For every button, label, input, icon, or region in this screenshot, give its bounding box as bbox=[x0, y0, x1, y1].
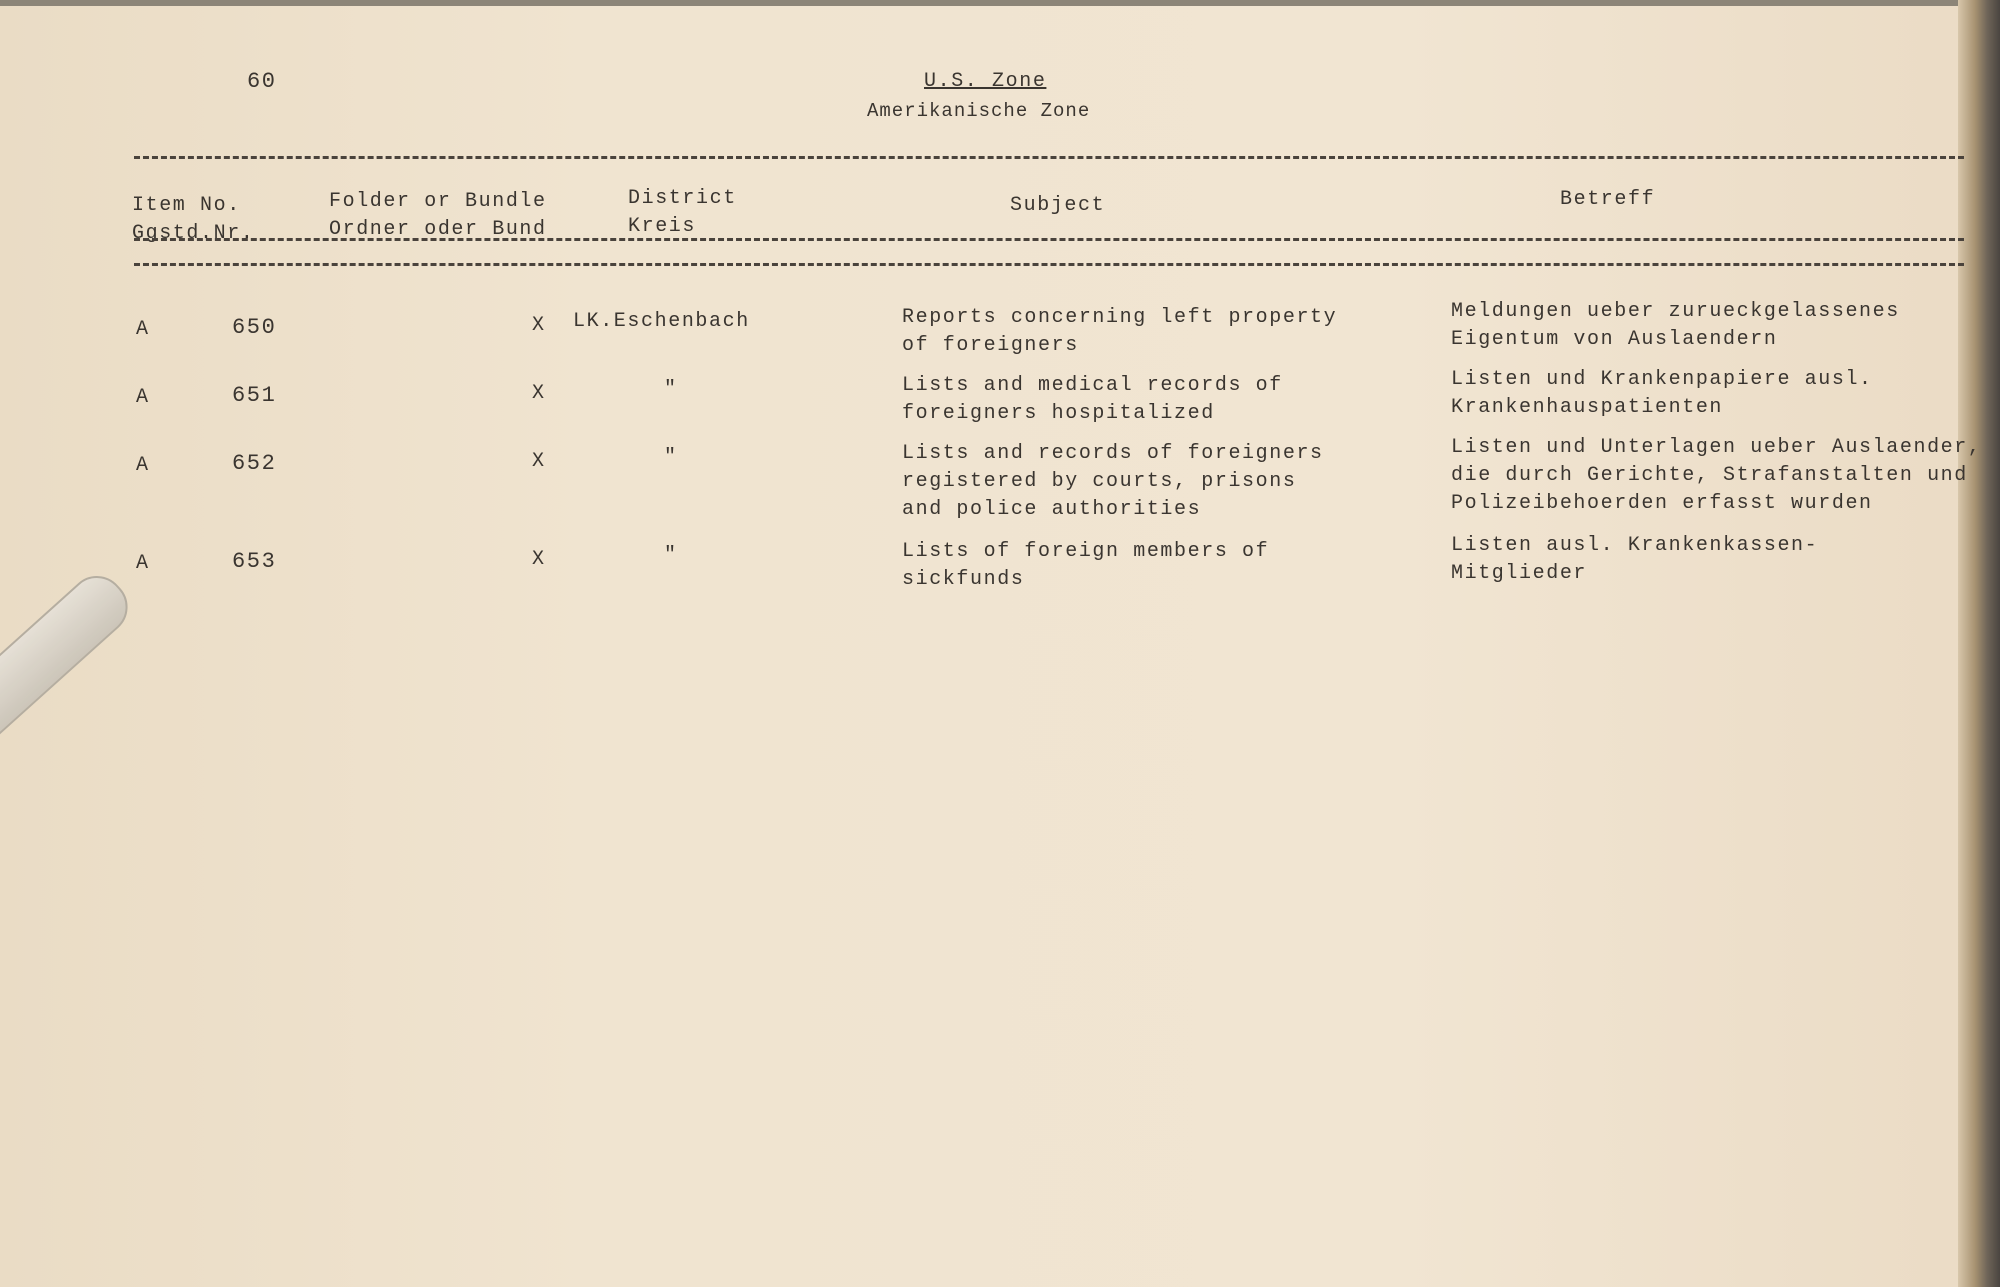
item-number: 651 bbox=[232, 383, 277, 408]
betreff-line: Mitglieder bbox=[1451, 562, 1588, 585]
divider bbox=[134, 238, 1964, 241]
item-letter: A bbox=[136, 552, 150, 575]
folder-mark: X bbox=[532, 548, 546, 571]
page-title: U.S. Zone bbox=[924, 70, 1047, 93]
subject-line: foreigners hospitalized bbox=[902, 402, 1215, 425]
folder-mark: X bbox=[532, 450, 546, 473]
folder-mark: X bbox=[532, 382, 546, 405]
page-number: 60 bbox=[247, 69, 277, 94]
header-district-en: District bbox=[628, 187, 737, 210]
betreff-line: Krankenhauspatienten bbox=[1451, 396, 1724, 419]
item-letter: A bbox=[136, 454, 150, 477]
betreff-line: Eigentum von Auslaendern bbox=[1451, 328, 1778, 351]
header-folder bbox=[329, 188, 547, 244]
item-number: 653 bbox=[232, 549, 277, 574]
header-district-de: Kreis bbox=[628, 215, 697, 238]
item-number: 652 bbox=[232, 451, 277, 476]
subject-line: and police authorities bbox=[902, 498, 1202, 521]
page-top-edge bbox=[0, 0, 2000, 6]
header-folder-de: Ordner oder Bund bbox=[329, 218, 547, 241]
header-item-no-en: Item No. bbox=[132, 194, 241, 217]
betreff-line: Listen ausl. Krankenkassen- bbox=[1451, 534, 1819, 557]
district: " bbox=[664, 446, 678, 469]
book-binding bbox=[1958, 0, 2000, 1287]
betreff-line: Listen und Krankenpapiere ausl. bbox=[1451, 368, 1873, 391]
subject-line: Reports concerning left property bbox=[902, 306, 1338, 329]
subject-line: Lists of foreign members of bbox=[902, 540, 1270, 563]
header-folder-en: Folder or Bundle bbox=[329, 190, 547, 213]
betreff-line: Meldungen ueber zurueckgelassenes bbox=[1451, 300, 1900, 323]
betreff-line: Polizeibehoerden erfasst wurden bbox=[1451, 492, 1873, 515]
header-subject: Subject bbox=[1010, 194, 1106, 217]
divider bbox=[134, 263, 1964, 266]
folder-mark: X bbox=[532, 314, 546, 337]
district: " bbox=[664, 378, 678, 401]
subject-line: Lists and records of foreigners bbox=[902, 442, 1324, 465]
item-letter: A bbox=[136, 318, 150, 341]
subject-line: of foreigners bbox=[902, 334, 1079, 357]
subject-line: registered by courts, prisons bbox=[902, 470, 1297, 493]
subject-line: sickfunds bbox=[902, 568, 1025, 591]
plastic-page-holder bbox=[0, 565, 139, 753]
header-betreff: Betreff bbox=[1560, 188, 1656, 211]
item-number: 650 bbox=[232, 315, 277, 340]
header-district bbox=[628, 185, 737, 241]
betreff-line: die durch Gerichte, Strafanstalten und bbox=[1451, 464, 1968, 487]
divider bbox=[134, 156, 1964, 159]
header-item-no-de: Ggstd.Nr. bbox=[132, 222, 255, 245]
page-subtitle: Amerikanische Zone bbox=[867, 100, 1091, 122]
district: LK.Eschenbach bbox=[573, 310, 750, 333]
district: " bbox=[664, 544, 678, 567]
item-letter: A bbox=[136, 386, 150, 409]
subject-line: Lists and medical records of bbox=[902, 374, 1283, 397]
betreff-line: Listen und Unterlagen ueber Auslaender, bbox=[1451, 436, 1982, 459]
